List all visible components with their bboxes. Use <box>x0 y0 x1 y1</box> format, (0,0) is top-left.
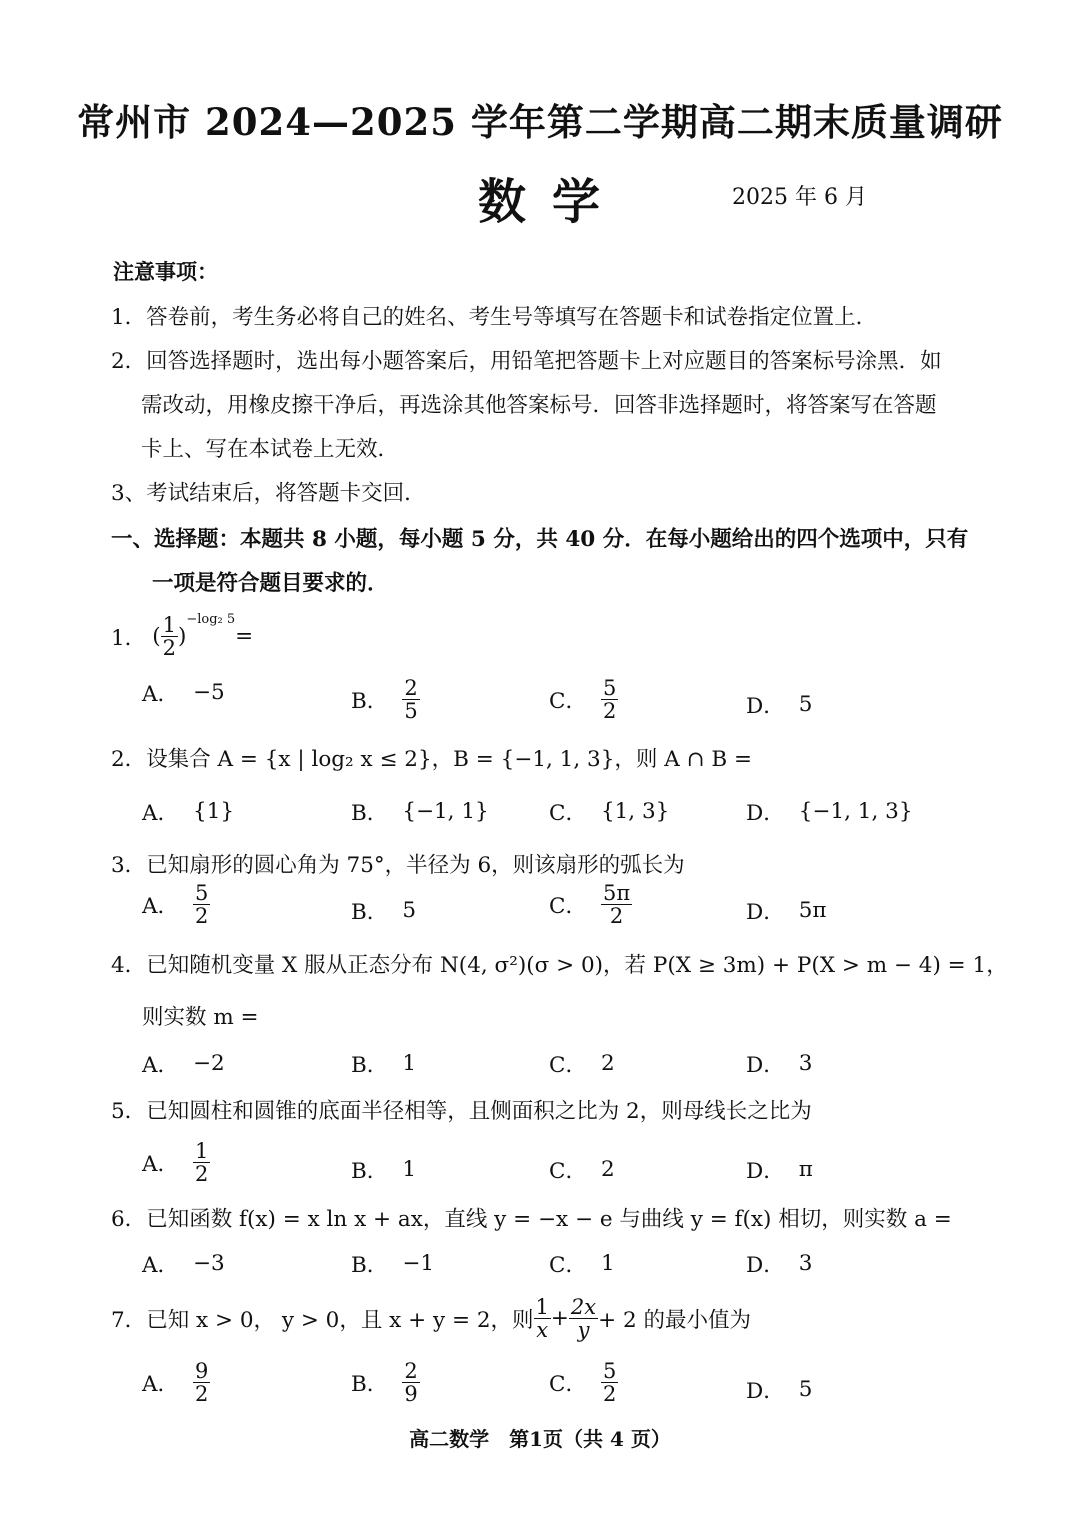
option-text: 1 <box>402 1157 416 1182</box>
option-label: B． <box>351 1372 389 1398</box>
option-c[interactable] <box>549 677 618 722</box>
question-stem: 已知随机变量 X 服从正态分布 N(4, σ²)(σ > 0)，若 P(X ≥ 3m) + P(X > m − 4) = 1， <box>146 953 1008 978</box>
page-footer: 高二数学 第1页（共 4 页） <box>409 1427 671 1451</box>
fraction <box>569 1296 598 1341</box>
option-c[interactable] <box>549 1360 618 1405</box>
question-stem: 设集合 A = {x | log₂ x ≤ 2}，B = {−1, 1, 3}，则 A ∩ B = <box>146 747 753 772</box>
option-label: C． <box>549 1053 587 1078</box>
option-d[interactable] <box>746 1154 813 1185</box>
option-text: −1 <box>402 1251 435 1276</box>
section-heading-cont: 一项是符合题目要求的． <box>152 571 389 596</box>
option-text: {−1, 1, 3} <box>798 799 913 824</box>
option-a[interactable] <box>142 1140 210 1185</box>
option-label: A． <box>142 1152 180 1178</box>
fraction <box>534 1296 551 1341</box>
note-item-1: 1．答卷前，考生务必将自己的姓名、考生号等填写在答题卡和试卷指定位置上． <box>111 305 878 330</box>
fraction-numerator: 1 <box>535 1295 549 1319</box>
option-b[interactable] <box>351 1048 416 1079</box>
question-tail: + 2 的最小值为 <box>598 1308 751 1334</box>
option-label: C． <box>549 1253 587 1278</box>
option-a[interactable] <box>142 1248 225 1279</box>
fraction-numerator: 2 <box>404 676 418 700</box>
fraction-numerator: 2 <box>404 1359 418 1383</box>
fraction-numerator: 9 <box>195 1359 209 1383</box>
option-b[interactable] <box>351 677 420 722</box>
question-4 <box>111 948 1008 979</box>
option-c[interactable] <box>549 1048 615 1079</box>
fraction <box>161 614 178 659</box>
option-text: −5 <box>193 680 225 705</box>
option-c[interactable] <box>549 1248 615 1279</box>
option-b[interactable] <box>351 895 416 926</box>
option-label: B． <box>351 801 389 826</box>
option-label: B． <box>351 1253 389 1278</box>
option-c[interactable] <box>549 1154 615 1185</box>
exam-title: 常州市 2024—2025 学年第二学期高二期末质量调研 <box>77 100 1003 144</box>
option-d[interactable] <box>746 689 812 720</box>
question-2 <box>111 742 752 773</box>
note-item-2-cont2: 卡上、写在本试卷上无效． <box>141 437 400 462</box>
option-a[interactable] <box>142 796 234 827</box>
option-label: A． <box>142 682 180 707</box>
option-label: C． <box>549 894 587 920</box>
option-c[interactable] <box>549 882 632 927</box>
fraction <box>601 1360 618 1405</box>
option-label: D． <box>746 900 785 925</box>
question-number: 2． <box>111 747 147 772</box>
option-b[interactable] <box>351 1248 434 1279</box>
option-label: C． <box>549 689 587 715</box>
fraction-denominator: 9 <box>404 1382 418 1407</box>
option-text: 2 <box>600 1157 615 1182</box>
question-stem: 已知圆柱和圆锥的底面半径相等，且侧面积之比为 2，则母线长之比为 <box>146 1099 812 1124</box>
fraction <box>402 1360 419 1405</box>
fraction-denominator: 2 <box>602 699 617 724</box>
option-b[interactable] <box>351 1154 416 1185</box>
option-label: C． <box>549 1372 587 1398</box>
option-a[interactable] <box>142 1360 210 1405</box>
option-label: D． <box>746 1253 785 1278</box>
question-number: 1． <box>111 626 147 652</box>
option-text: {−1, 1} <box>402 799 489 824</box>
option-text: 5π <box>798 898 827 923</box>
option-text: π <box>798 1157 813 1182</box>
option-text: 5 <box>798 1377 813 1402</box>
fraction-numerator: 1 <box>162 613 176 637</box>
question-4-cont: 则实数 m = <box>142 1005 259 1030</box>
option-d[interactable] <box>746 1374 812 1405</box>
option-d[interactable] <box>746 1048 812 1079</box>
question-tail: = <box>235 624 254 650</box>
fraction-numerator: 5π <box>602 881 631 905</box>
question-3 <box>111 848 685 879</box>
option-c[interactable] <box>549 796 669 827</box>
option-a[interactable] <box>142 1048 225 1079</box>
plus-sign: + <box>550 1306 569 1332</box>
fraction <box>601 882 632 927</box>
question-6 <box>111 1202 952 1233</box>
option-text: 5 <box>402 898 416 923</box>
option-label: A． <box>142 1372 180 1398</box>
option-b[interactable] <box>351 1360 420 1405</box>
option-text: {1, 3} <box>600 799 670 824</box>
fraction-denominator: y <box>577 1318 590 1343</box>
question-number: 7． <box>111 1308 147 1334</box>
fraction <box>601 677 618 722</box>
option-label: A． <box>142 1053 180 1078</box>
option-label: C． <box>549 801 587 826</box>
fraction-numerator: 5 <box>602 676 617 700</box>
question-5 <box>111 1094 812 1125</box>
fraction-numerator: 5 <box>195 881 209 905</box>
question-stem: 已知 x > 0， y > 0，且 x + y = 2，则 <box>146 1308 534 1334</box>
fraction-denominator: 2 <box>195 1382 209 1407</box>
option-label: D． <box>746 801 785 826</box>
option-label: D． <box>746 1053 785 1078</box>
option-label: D． <box>746 694 785 719</box>
option-d[interactable] <box>746 895 827 926</box>
option-label: B． <box>351 689 389 715</box>
option-label: B． <box>351 1053 389 1078</box>
question-stem: 已知函数 f(x) = x ln x + ax，直线 y = −x − e 与曲线 y = f(x) 相切，则实数 a = <box>146 1207 952 1232</box>
option-d[interactable] <box>746 796 913 827</box>
fraction-denominator: 5 <box>404 699 418 724</box>
option-label: C． <box>549 1159 587 1184</box>
option-text: −2 <box>193 1051 225 1076</box>
option-text: {1} <box>193 799 235 824</box>
fraction <box>402 677 419 722</box>
option-label: A． <box>142 894 180 920</box>
question-number: 6． <box>111 1207 147 1232</box>
fraction <box>193 1360 210 1405</box>
option-label: D． <box>746 1379 785 1404</box>
fraction <box>193 882 210 927</box>
fraction-denominator: 2 <box>195 904 209 929</box>
question-number: 4． <box>111 953 147 978</box>
option-label: A． <box>142 1253 180 1278</box>
fraction-numerator: 2x <box>570 1295 597 1319</box>
option-label: A． <box>142 801 180 826</box>
fraction-denominator: 2 <box>609 904 624 929</box>
note-item-2: 2．回答选择题时，选出每小题答案后，用铅笔把答题卡上对应题目的答案标号涂黑．如 <box>111 349 942 374</box>
option-label: B． <box>351 900 389 925</box>
exponent: −log₂ 5 <box>186 612 236 627</box>
question-stem: 已知扇形的圆心角为 75°，半径为 6，则该扇形的弧长为 <box>146 853 685 878</box>
option-b[interactable] <box>351 796 489 827</box>
question-7 <box>111 1296 751 1341</box>
option-label: D． <box>746 1159 785 1184</box>
fraction-denominator: 2 <box>602 1382 617 1407</box>
fraction-denominator: 2 <box>162 636 176 661</box>
fraction-numerator: 1 <box>195 1139 209 1163</box>
fraction-denominator: 2 <box>195 1162 209 1187</box>
option-d[interactable] <box>746 1248 812 1279</box>
question-1: 1． ( $\frac{1}{2}$ ) −log₂ 5 = <box>111 612 254 661</box>
option-a[interactable] <box>142 882 210 927</box>
option-text: 3 <box>798 1251 813 1276</box>
section-heading: 一、选择题：本题共 8 小题，每小题 5 分，共 40 分．在每小题给出的四个选项中，只有 <box>111 527 969 552</box>
option-text: 3 <box>798 1051 813 1076</box>
question-number: 3． <box>111 853 147 878</box>
fraction-numerator: 5 <box>602 1359 617 1383</box>
fraction-denominator: x <box>536 1318 549 1343</box>
option-a[interactable] <box>142 677 225 708</box>
exam-date: 2025 年 6 月 <box>732 185 867 210</box>
note-item-2-cont: 需改动，用橡皮擦干净后，再选涂其他答案标号．回答非选择题时，将答案写在答题 <box>141 393 937 418</box>
option-text: 1 <box>600 1251 615 1276</box>
option-text: 1 <box>402 1051 416 1076</box>
option-label: B． <box>351 1159 389 1184</box>
question-number: 5． <box>111 1099 147 1124</box>
fraction <box>193 1140 210 1185</box>
option-text: −3 <box>193 1251 225 1276</box>
option-text: 5 <box>798 692 813 717</box>
note-item-3: 3、考试结束后，将答题卡交回． <box>111 481 426 506</box>
exam-subject: 数学 <box>478 174 627 230</box>
notes-heading: 注意事项： <box>113 259 218 284</box>
option-text: 2 <box>600 1051 615 1076</box>
